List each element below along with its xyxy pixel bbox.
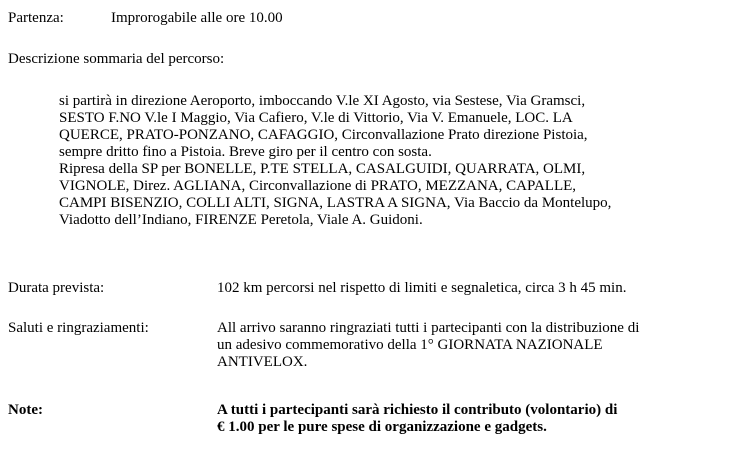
- descrizione-label: Descrizione sommaria del percorso:: [8, 51, 225, 67]
- descrizione-line: SESTO F.NO V.le I Maggio, Via Cafiero, V.le di Vittorio, Via V. Emanuele, LOC. LA: [59, 110, 573, 126]
- durata-label: Durata prevista:: [8, 280, 105, 296]
- saluti-line: All arrivo saranno ringraziati tutti i partecipanti con la distribuzione di: [217, 320, 640, 336]
- descrizione-line: sempre dritto fino a Pistoia. Breve giro per il centro con sosta.: [59, 144, 432, 160]
- descrizione-line: Viadotto dell’Indiano, FIRENZE Peretola, Viale A. Guidoni.: [59, 212, 423, 228]
- partenza-label: Partenza:: [8, 10, 64, 26]
- descrizione-text: [59, 93, 611, 229]
- note-line: A tutti i partecipanti sarà richiesto il contributo (volontario) di: [217, 402, 618, 418]
- descrizione-line: QUERCE, PRATO-PONZANO, CAFAGGIO, Circonvallazione Prato direzione Pistoia,: [59, 127, 588, 143]
- note-label: Note:: [8, 402, 43, 418]
- descrizione-line: VIGNOLE, Direz. AGLIANA, Circonvallazione di PRATO, MEZZANA, CAPALLE,: [59, 178, 577, 194]
- saluti-text: [217, 320, 639, 371]
- saluti-line: un adesivo commemorativo della 1° GIORNATA NAZIONALE: [217, 337, 603, 353]
- descrizione-line: CAMPI BISENZIO, COLLI ALTI, SIGNA, LASTRA A SIGNA, Via Baccio da Montelupo,: [59, 195, 612, 211]
- saluti-label: Saluti e ringraziamenti:: [8, 320, 149, 336]
- descrizione-line: Ripresa della SP per BONELLE, P.TE STELLA, CASALGUIDI, QUARRATA, OLMI,: [59, 161, 586, 177]
- note-text: [217, 402, 617, 436]
- partenza-value: Improrogabile alle ore 10.00: [111, 10, 283, 26]
- durata-value: 102 km percorsi nel rispetto di limiti e segnaletica, circa 3 h 45 min.: [217, 280, 627, 296]
- saluti-line: ANTIVELOX.: [217, 354, 308, 370]
- note-line: € 1.00 per le pure spese di organizzazione e gadgets.: [217, 419, 547, 435]
- descrizione-line: si partirà in direzione Aeroporto, imboccando V.le XI Agosto, via Sestese, Via Gramsci,: [59, 93, 586, 109]
